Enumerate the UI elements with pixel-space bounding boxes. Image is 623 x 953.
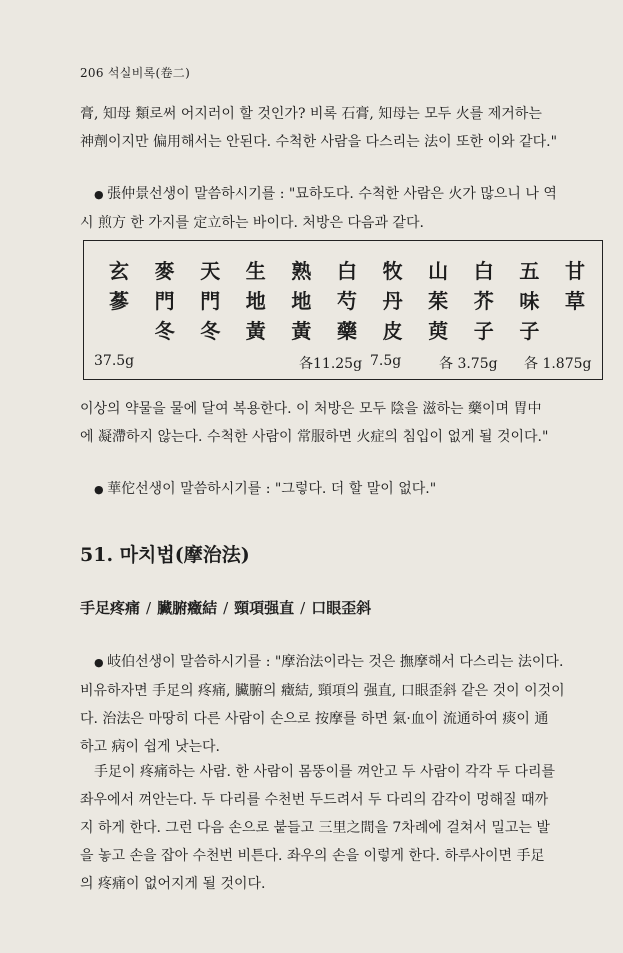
herb-char: 冬 <box>200 319 221 343</box>
topic-item: 頸項强直 <box>234 599 295 617</box>
paragraph-continued <box>80 100 610 156</box>
herb-char: 子 <box>519 319 540 343</box>
herb-char: 五 <box>519 259 540 283</box>
text-line: 좌우에서 껴안는다. 두 다리를 수천번 두드려서 두 다리의 감각이 멍해질 때까 <box>80 792 549 808</box>
text-line: 다. 治法은 마땅히 다른 사람이 손으로 按摩를 하면 氣·血이 流通하여 痰이 通 <box>80 711 549 727</box>
section-heading: 51. 마치법(摩治法) <box>80 544 250 566</box>
recipe-box <box>83 240 603 380</box>
herb-char: 地 <box>245 289 266 313</box>
herb-char: 麥 <box>154 259 175 283</box>
text-line: ● 華佗선생이 말씀하시기를 : "그렇다. 더 할 말이 없다." <box>80 475 610 504</box>
topic-item: 口眼歪斜 <box>311 599 372 617</box>
herb-char: 地 <box>291 289 312 313</box>
herb-char: 生 <box>245 259 266 283</box>
herb-char: 冬 <box>154 319 175 343</box>
separator: / <box>146 599 152 617</box>
herb-char: 白 <box>336 259 357 283</box>
herb-char: 藥 <box>336 319 357 343</box>
herb-char: 白 <box>473 259 494 283</box>
dose-label: 各11.25g <box>299 356 363 372</box>
dose-row <box>94 353 590 371</box>
herb-char: 芥 <box>473 289 494 313</box>
text-line: ● 岐伯선생이 말씀하시기를 : "摩治法이라는 것은 撫摩해서 다스리는 法이다. <box>80 648 610 677</box>
paragraph-hua-tuo <box>80 475 610 504</box>
text-line: 비유하자면 手足의 疼痛, 臟腑의 癥結, 頸項의 强直, 口眼歪斜 같은 것이 이것이 <box>80 683 565 699</box>
herb-char: 牧 <box>382 259 403 283</box>
text-line: 神劑이지만 偏用해서는 안된다. 수척한 사람을 다스리는 法이 또한 이와 같다." <box>80 134 558 150</box>
text-line: 이상의 약물을 물에 달여 복용한다. 이 처방은 모두 陰을 滋하는 藥이며 胃中 <box>80 401 542 417</box>
dose-label: 7.5g <box>370 353 402 369</box>
recipe-row-1 <box>104 255 590 284</box>
herb-char: 芍 <box>336 289 357 313</box>
topic-item: 臟腑癥結 <box>157 599 218 617</box>
herb-char: 茱 <box>428 289 449 313</box>
herb-char <box>104 315 134 344</box>
text-line: 의 疼痛이 없어지게 될 것이다. <box>80 876 266 892</box>
text-line: 膏, 知母 類로써 어지러이 할 것인가? 비록 石膏, 知母는 모두 火를 제거하는 <box>80 106 542 122</box>
herb-char: 黃 <box>291 319 312 343</box>
text-line: 手足이 疼痛하는 사람. 한 사람이 몸뚱이를 껴안고 두 사람이 각각 두 다리를 <box>94 764 556 780</box>
herb-char: 黃 <box>245 319 266 343</box>
paragraph-method <box>80 758 610 898</box>
dose-label: 各 3.75g <box>439 356 498 372</box>
herb-char: 草 <box>564 289 585 313</box>
herb-char: 味 <box>519 289 540 313</box>
recipe-row-2 <box>104 285 590 314</box>
herb-char: 門 <box>154 289 175 313</box>
herb-char: 玄 <box>109 259 129 283</box>
herb-char <box>560 315 590 344</box>
topic-item: 手足疼痛 <box>80 599 141 617</box>
herb-char: 蔘 <box>109 289 129 313</box>
text-line: 지 하게 한다. 그런 다음 손으로 붙들고 三里之間을 7차례에 걸쳐서 밀고는 발 <box>80 820 550 836</box>
herb-char: 萸 <box>428 319 449 343</box>
herb-char: 天 <box>200 259 221 283</box>
herb-char: 熟 <box>291 259 312 283</box>
herb-char: 皮 <box>382 319 403 343</box>
herb-char: 子 <box>473 319 494 343</box>
herb-char: 山 <box>428 259 449 283</box>
separator: / <box>223 599 229 617</box>
running-header: 206 석실비록(卷二) <box>80 66 191 80</box>
paragraph-recipe-note <box>80 395 610 451</box>
text-line: 시 煎方 한 가지를 定立하는 바이다. 처방은 다음과 같다. <box>80 215 424 231</box>
separator: / <box>300 599 306 617</box>
paragraph-zhang-zhongjing <box>80 180 610 237</box>
paragraph-qibo <box>80 648 610 761</box>
dose-label: 37.5g <box>94 353 135 369</box>
text-line: ● 張仲景선생이 말씀하시기를 : "묘하도다. 수척한 사람은 火가 많으니 나 역 <box>80 180 610 209</box>
text-line: 에 凝滯하지 않는다. 수척한 사람이 常服하면 火症의 침입이 없게 될 것이다." <box>80 429 549 445</box>
herb-char: 甘 <box>564 259 585 283</box>
text-line: 을 놓고 손을 잡아 수천번 비튼다. 좌우의 손을 이렇게 한다. 하루사이면 手足 <box>80 848 545 864</box>
text-line: 하고 病이 쉽게 낫는다. <box>80 739 220 755</box>
herb-char: 丹 <box>382 289 403 313</box>
herb-char: 門 <box>200 289 221 313</box>
recipe-row-3 <box>104 315 590 344</box>
topic-list <box>80 597 371 618</box>
dose-label: 各 1.875g <box>524 356 592 372</box>
